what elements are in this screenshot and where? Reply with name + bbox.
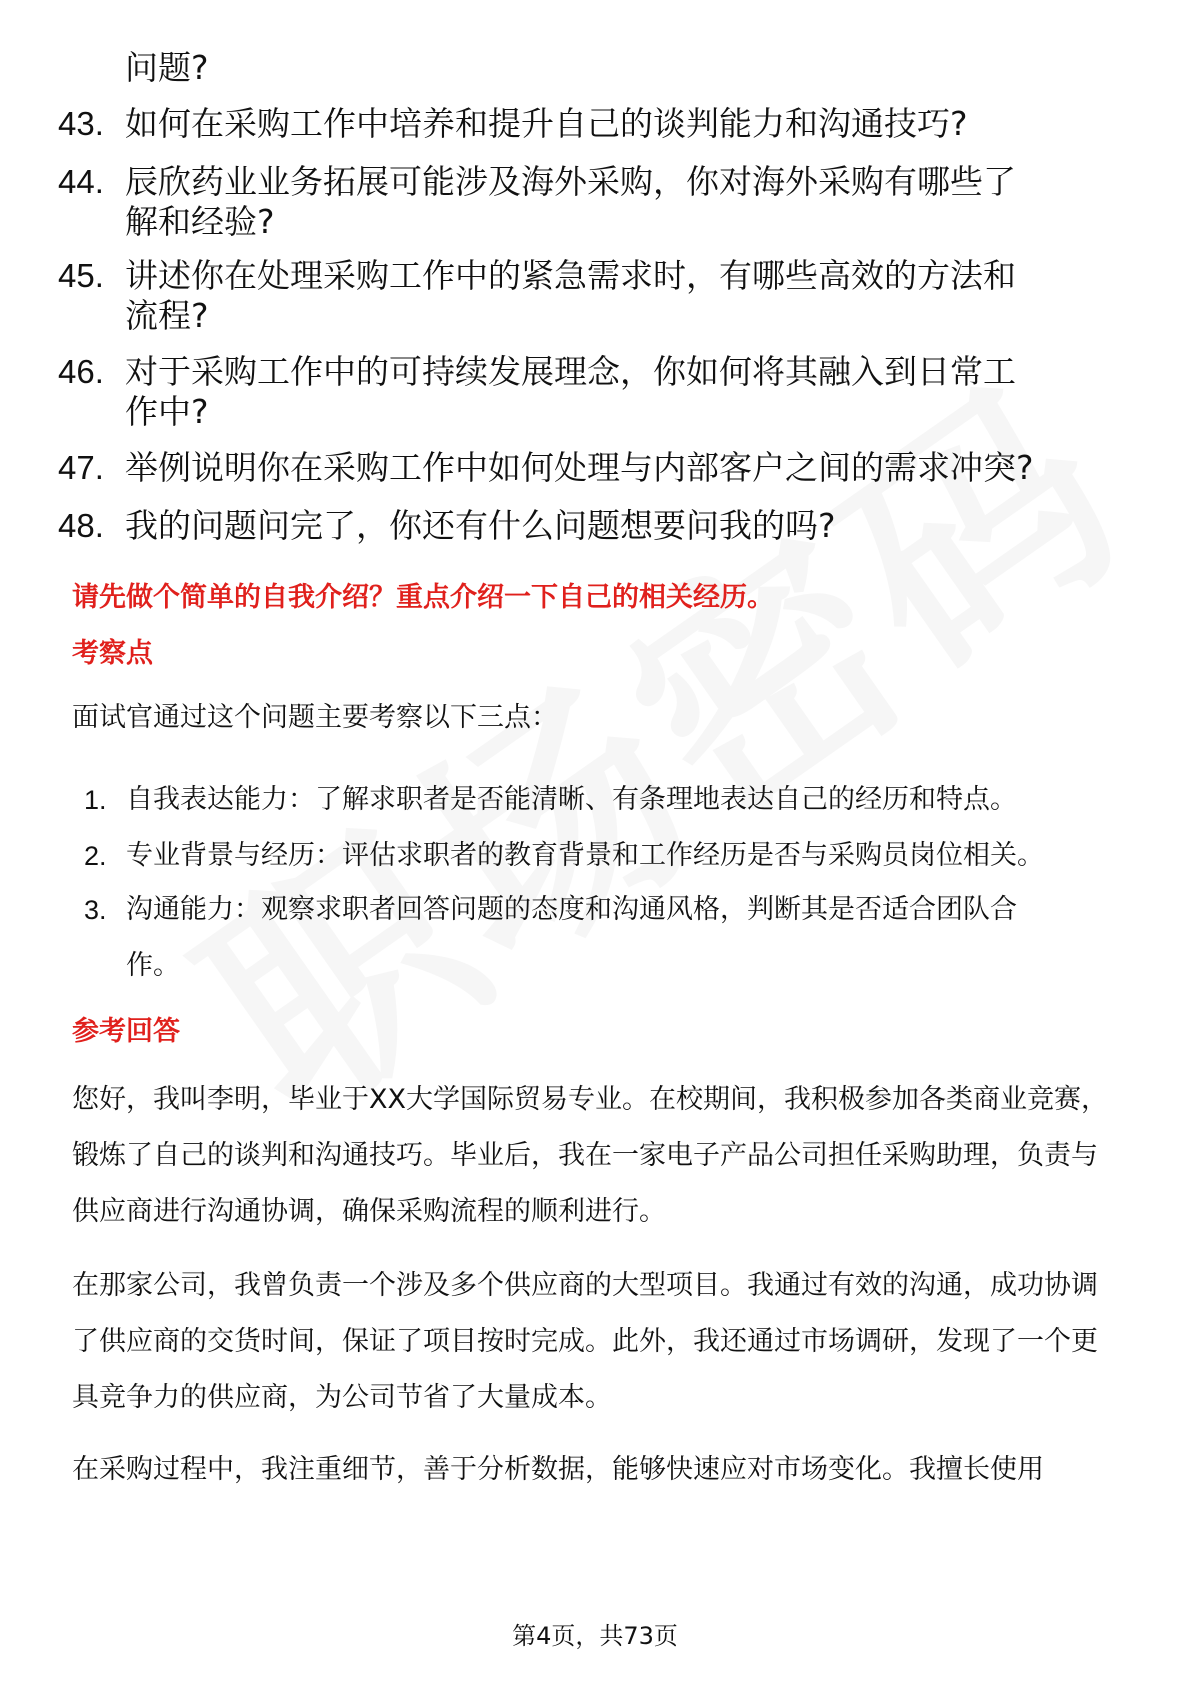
- answer-paragraph: 在采购过程中，我注重细节，善于分析数据，能够快速应对市场变化。我擅长使用: [72, 1454, 1044, 1485]
- question-text: 对于采购工作中的可持续发展理念，你如何将其融入到日常工作中?: [125, 352, 1016, 431]
- exam-point-text: 沟通能力：观察求职者回答问题的态度和沟通风格，判断其是否适合团队合作。: [126, 894, 1017, 981]
- exam-point-number: 1.: [84, 785, 107, 815]
- answer-paragraph: 在那家公司，我曾负责一个涉及多个供应商的大型项目。我通过有效的沟通，成功协调了供应商的交货时间，保证了项目按时完成。此外，我还通过市场调研，发现了一个更具竞争力的供应商，为公司节省了大量成本。: [72, 1270, 1098, 1413]
- question-number: 47.: [58, 449, 104, 486]
- exam-points-label: 考察点: [72, 638, 153, 669]
- question-number: 46.: [58, 353, 104, 390]
- exam-intro: 面试官通过这个问题主要考察以下三点：: [72, 702, 558, 733]
- exam-point-number: 2.: [84, 841, 107, 871]
- question-text: 讲述你在处理采购工作中的紧急需求时，有哪些高效的方法和流程?: [125, 256, 1016, 335]
- question-text: 辰欣药业业务拓展可能涉及海外采购，你对海外采购有哪些了解和经验?: [125, 162, 1016, 241]
- question-number: 44.: [58, 163, 104, 200]
- question-number: 45.: [58, 257, 104, 294]
- question-number: 43.: [58, 105, 104, 142]
- page-footer: 第4页，共73页: [512, 1622, 678, 1650]
- question-text: 我的问题问完了，你还有什么问题想要问我的吗?: [125, 506, 836, 545]
- question-text: 如何在采购工作中培养和提升自己的谈判能力和沟通技巧?: [125, 104, 968, 143]
- exam-point-number: 3.: [84, 895, 107, 925]
- reference-answer-label: 参考回答: [72, 1016, 180, 1047]
- section-heading: 请先做个简单的自我介绍？重点介绍一下自己的相关经历。: [72, 582, 774, 613]
- question-number: 48.: [58, 507, 104, 544]
- question-text: 问题?: [125, 48, 209, 87]
- exam-point-text: 专业背景与经历：评估求职者的教育背景和工作经历是否与采购员岗位相关。: [126, 840, 1044, 871]
- question-text: 举例说明你在采购工作中如何处理与内部客户之间的需求冲突?: [125, 448, 1034, 487]
- exam-point-text: 自我表达能力：了解求职者是否能清晰、有条理地表达自己的经历和特点。: [126, 784, 1017, 815]
- answer-paragraph: 您好，我叫李明，毕业于XX大学国际贸易专业。在校期间，我积极参加各类商业竞赛，锻炼了自己的谈判和沟通技巧。毕业后，我在一家电子产品公司担任采购助理，负责与供应商进行沟通协调，确保采购流程的顺利进行。: [72, 1084, 1108, 1227]
